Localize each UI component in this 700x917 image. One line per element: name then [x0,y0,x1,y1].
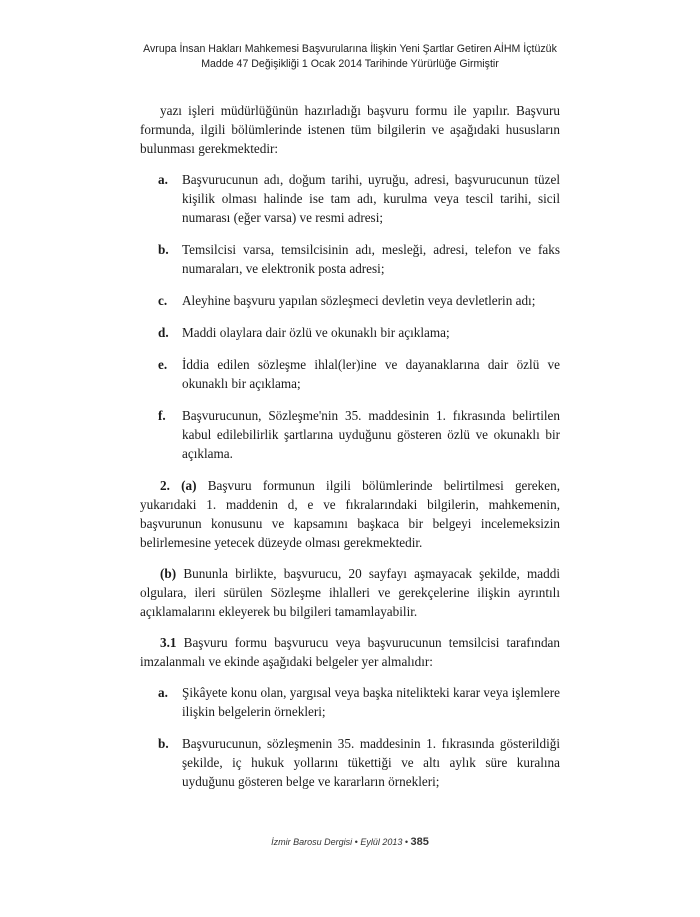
footer-journal: İzmir Barosu Dergisi [271,837,353,847]
list-item-text: Şikâyete konu olan, yargısal veya başka nitelikteki karar veya işlemlere ilişkin belgelerin örnekleri; [182,685,560,719]
list-marker: e. [158,357,168,372]
page-body [140,101,560,804]
paragraph-2a-label: 2. (a) [160,478,197,493]
paragraph-2a [140,476,560,552]
running-header-line-1: Avrupa İnsan Hakları Mahkemesi Başvurularına İlişkin Yeni Şartlar Getiren AİHM İçtüzük [143,43,557,55]
footer-date: Eylül 2013 [360,837,403,847]
list-marker: b. [158,242,169,257]
list-item [140,323,560,342]
list-marker: b. [158,736,169,751]
list-item [140,406,560,463]
list-item-text: Temsilcisi varsa, temsilcisinin adı, mesleği, adresi, telefon ve faks numaraları, ve elektronik posta adresi; [182,242,560,276]
list-item [140,734,560,791]
list-marker: c. [158,293,168,308]
intro-paragraph: yazı işleri müdürlüğünün hazırladığı başvuru formu ile yapılır. Başvuru formunda, ilgili bölümlerinde istenen tüm bilgilerin ve aşağıdaki hususların bulunması gerekmektedir: [140,103,560,156]
list-item [140,240,560,278]
footer-separator: • [404,837,411,847]
paragraph-3-1-text: Başvuru formu başvurucu veya başvurucunun temsilcisi tarafından imzalanmalı ve ekinde aşağıdaki belgeler yer almalıdır: [140,635,560,669]
paragraph-2b-label: (b) [160,566,177,581]
list-item-text: Başvurucunun adı, doğum tarihi, uyruğu, adresi, başvurucunun tüzel kişilik olması halinde ise tam adı, kurulma veya tescil tarihi, sicil numarası (eğer varsa) ve resmi adresi; [182,172,560,225]
paragraph-3-1 [140,633,560,671]
list-item-text: Maddi olaylara dair özlü ve okunaklı bir açıklama; [182,325,450,340]
list-item [140,355,560,393]
list-item [140,291,560,310]
documents-list [140,683,560,791]
list-marker: a. [158,685,168,700]
footer-separator: • [354,837,361,847]
list-marker: a. [158,172,168,187]
paragraph-2b [140,564,560,621]
running-header-line-2: Madde 47 Değişikliği 1 Ocak 2014 Tarihinde Yürürlüğe Girmiştir [201,58,499,70]
page-footer [0,836,700,848]
paragraph-2b-text: Bununla birlikte, başvurucu, 20 sayfayı aşmayacak şekilde, maddi olgulara, ileri sürülen Sözleşme ihlalleri ve gerekçelerine ilişkin ayrıntılı açıklamalarını ekleyerek bu bilgileri tamamlayabilir. [140,566,560,619]
list-marker: d. [158,325,169,340]
list-marker: f. [158,408,166,423]
requirements-list [140,170,560,463]
page-number: 385 [410,836,429,848]
running-header [100,42,600,72]
list-item-text: İddia edilen sözleşme ihlal(ler)ine ve dayanaklarına dair özlü ve okunaklı bir açıklama; [182,357,560,391]
paragraph-2a-text: Başvuru formunun ilgili bölümlerinde belirtilmesi gereken, yukarıdaki 1. maddenin d, e ve fıkralarındaki bilgilerin, mahkemenin, başvurunun konusunu ve kapsamını başkaca bir belgeyi incelemeksizin belirlemesine yetecek düzeyde olması gerekmektedir. [140,478,560,550]
list-item [140,683,560,721]
list-item-text: Aleyhine başvuru yapılan sözleşmeci devletin veya devletlerin adı; [182,293,536,308]
list-item-text: Başvurucunun, sözleşmenin 35. maddesinin 1. fıkrasında gösterildiği şekilde, iç hukuk yollarını tükettiği ve altı aylık süre kuralına uyduğunu gösteren belge ve kararların örnekleri; [182,736,560,789]
paragraph-3-1-label: 3.1 [160,635,177,650]
list-item [140,170,560,227]
list-item-text: Başvurucunun, Sözleşme'nin 35. maddesinin 1. fıkrasında belirtilen kabul edilebilirlik şartlarına uyduğunu gösteren özlü ve okunaklı bir açıklama. [182,408,560,461]
